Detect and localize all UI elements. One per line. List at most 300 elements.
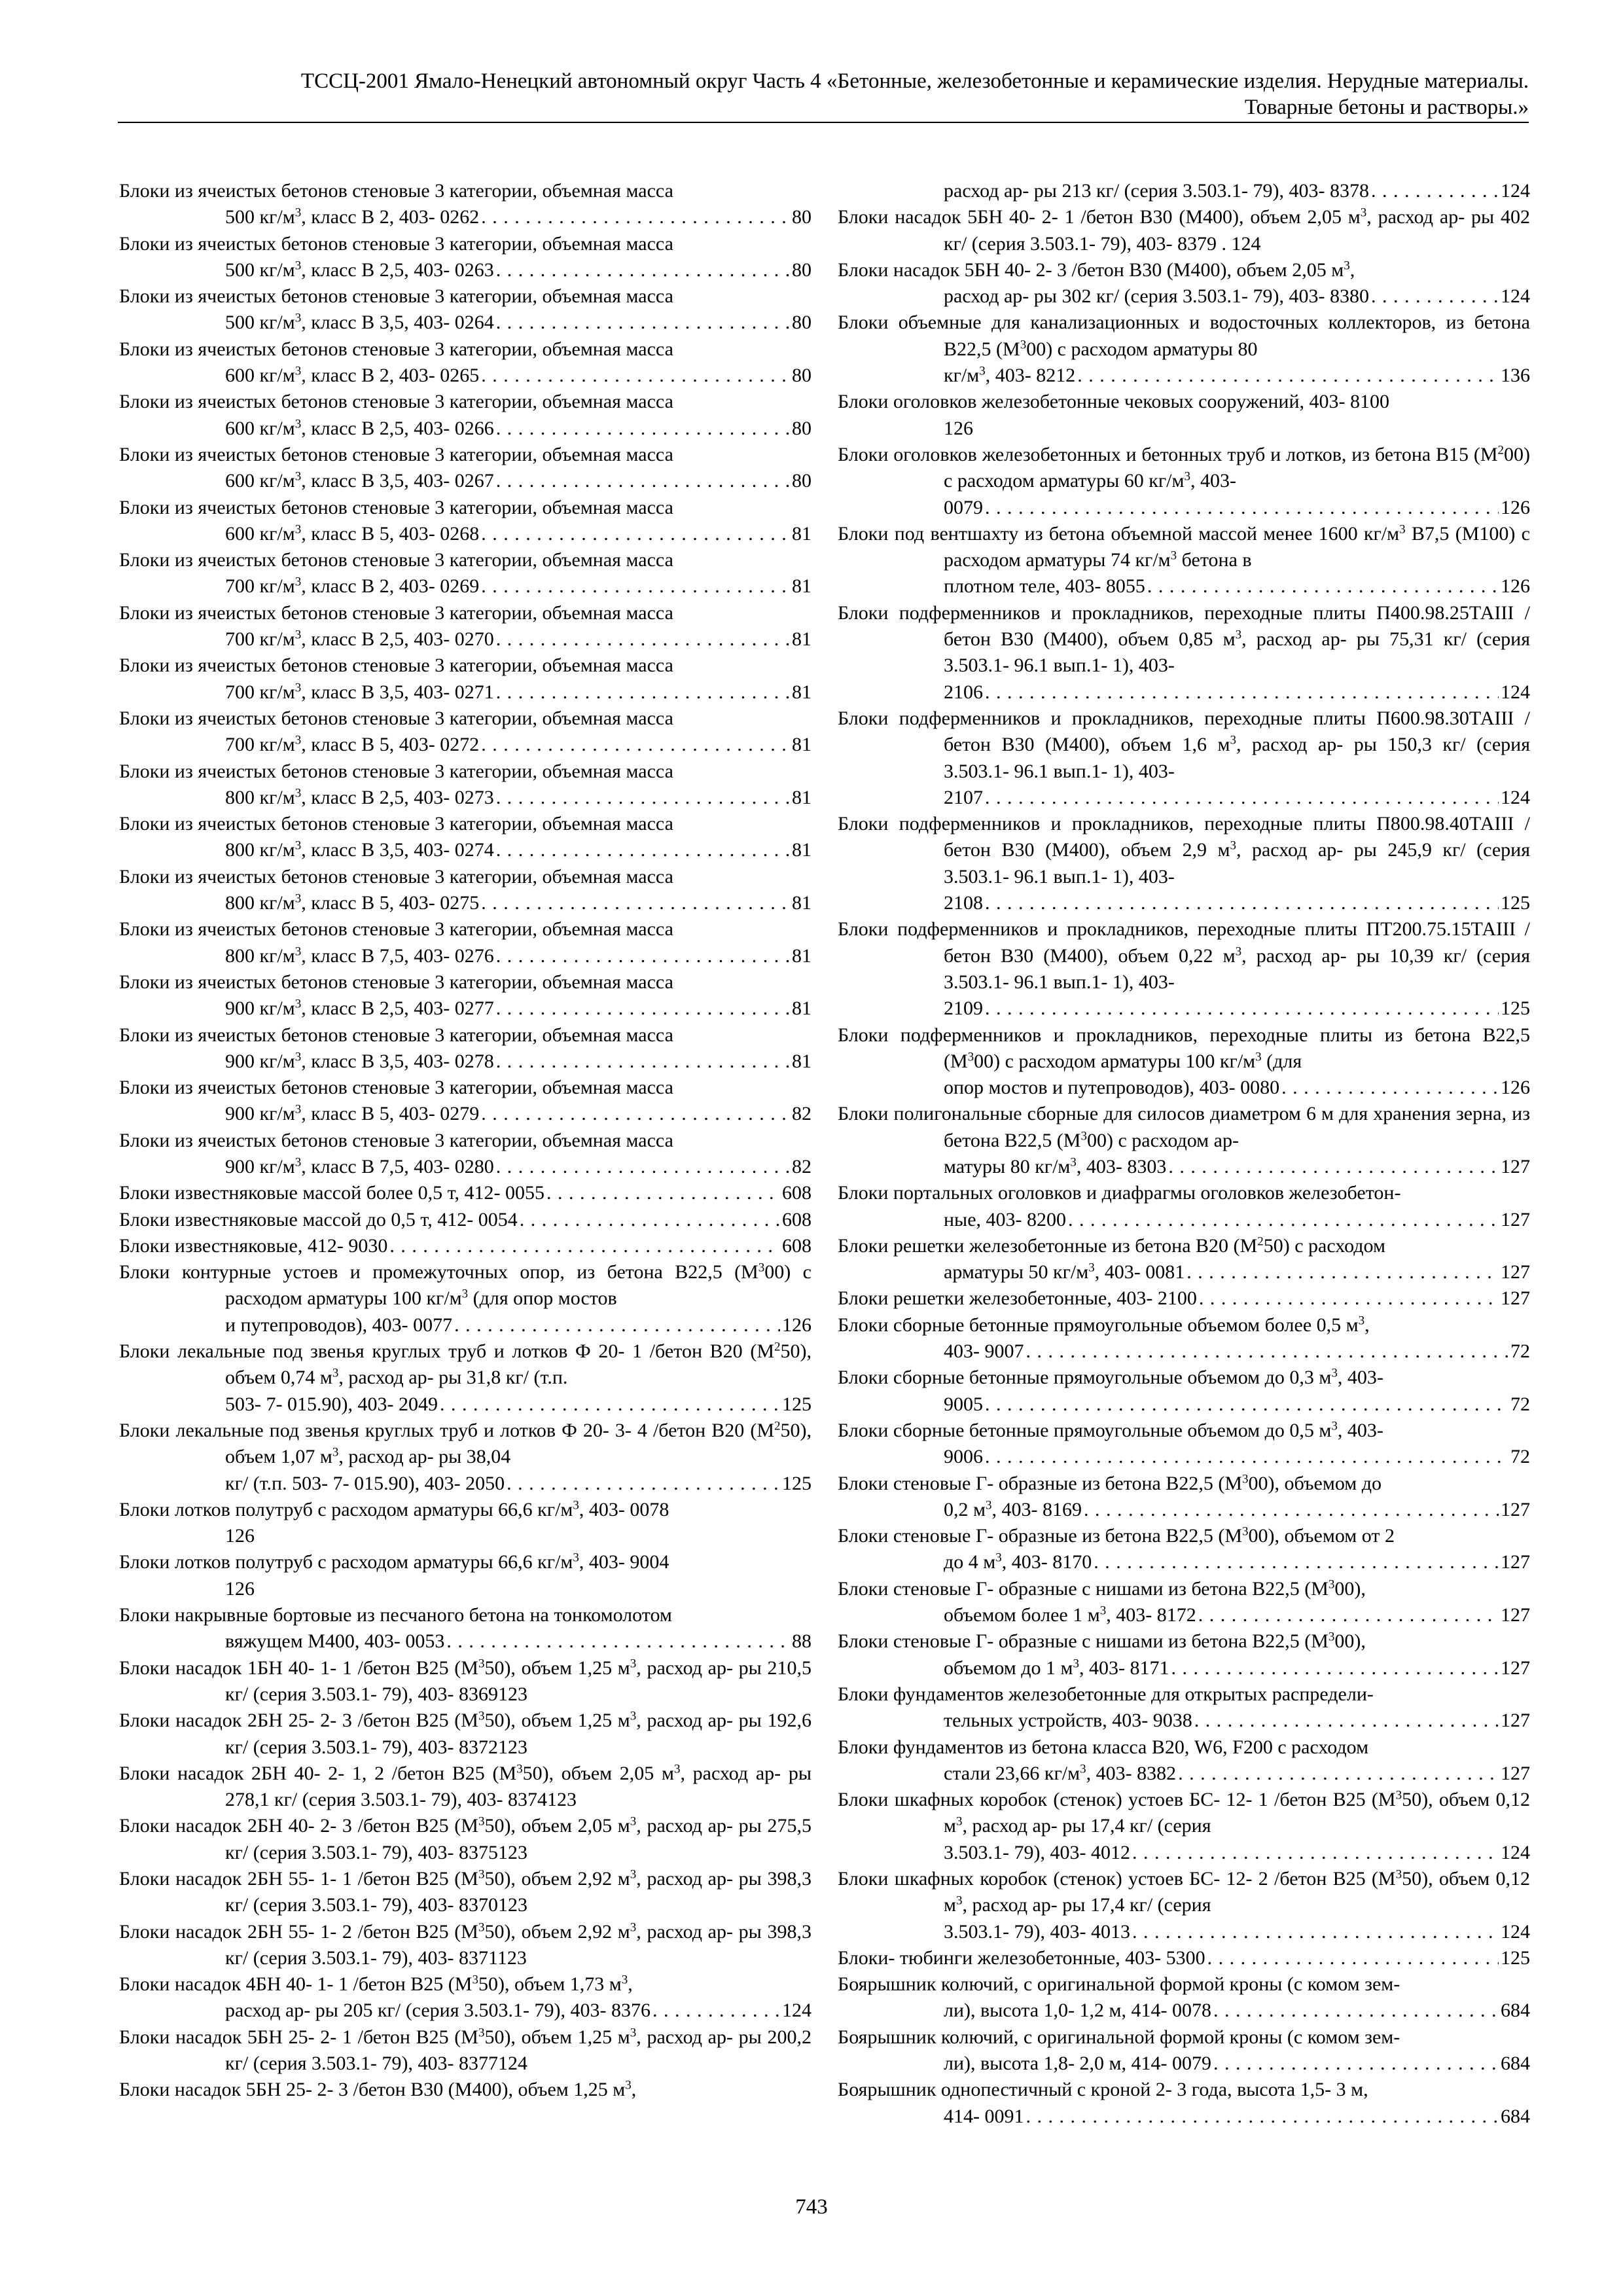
index-entry [119,811,812,864]
index-entry-page: 81 [792,628,812,651]
index-entry-page: 127 [1501,1208,1530,1230]
dot-leader [1077,363,1499,389]
dot-leader [496,1154,790,1180]
index-entry-text: Блоки подферменников и прокладников, переходные плиты П400.98.25ТАIII /бетон В30 (М400), объем 0,85 $м^3$, расход ар- ры 75,31 кг/ (серия 3.503.1- 96.1 вып.1- 1), 403- [838,601,1530,677]
dot-leader [985,785,1499,811]
index-entry-text: Блоки фундаментов из бетона класса В20, W6, F200 с расходом [838,1736,1369,1758]
index-entry-page: 126 [944,417,973,439]
page-number: 743 [795,2195,828,2219]
index-entry-page: 127 [1501,1287,1530,1310]
dot-leader [1281,1075,1499,1101]
index-entry-continuation: 700 $кг/м^3$, класс В 2,5, 403- 0270 [225,628,494,651]
index-entry-continuation: 900 $кг/м^3$, класс В 3,5, 403- 0278 [225,1050,494,1072]
index-entry-continuation: 0079 [944,496,983,518]
index-entry [119,653,812,706]
index-entry [119,1180,812,1206]
index-entry-text: Блоки сборные бетонные прямоугольные объемом до 0,3 $м^3$, 403- [838,1366,1383,1389]
index-entry-text: Блоки лотков полутруб с расходом арматуры 66,6 $кг/м^3$, 403- 0078 [119,1498,669,1520]
index-entry-text: Блоки из ячеистых бетонов стеновые 3 категории, объемная масса [119,865,673,888]
index-entry-last-line [119,996,812,1022]
dot-leader [454,1312,780,1338]
index-entry-text: Блоки из ячеистых бетонов стеновые 3 категории, объемная масса [119,443,673,465]
index-entry-last-line [838,1655,1530,1681]
index-entry-continuation: арматуры 50 $кг/м^3$, 403- 0081 [944,1261,1185,1283]
dot-leader [1026,1338,1509,1365]
index-entry [838,1576,1530,1629]
index-entry-text: Боярышник колючий, с оригинальной формой кроны (с комом зем- [838,1973,1400,1996]
index-entry-page: 81 [792,997,812,1020]
index-entry-page: 127 [1501,1604,1530,1626]
index-entry-page: 80 [792,259,812,281]
dot-leader [985,495,1499,521]
index-entry-text: Блоки из ячеистых бетонов стеновые 3 категории, объемная масса [119,496,673,518]
index-entry [119,1866,812,1919]
index-entry-page: 82 [792,1155,812,1177]
index-entry-text: Блоки из ячеистых бетонов стеновые 3 категории, объемная масса [119,813,673,835]
dot-leader [446,1628,790,1655]
index-entry [119,1602,812,1655]
index-entry-text: Блоки шкафных коробок (стенок) устоев БС- 12- 2 /бетон В25 $(М^350)$, объем 0,12 $м^3$, расход ар- ры 17,4 кг/ (серия [838,1867,1530,1916]
index-entry-text: Блоки насадок 5БН 40- 2- 3 /бетон В30 (М400), объем 2,05 $м^3$, [838,259,1355,281]
index-entry-last-line [838,1919,1530,1945]
index-entry [119,759,812,812]
page-header [118,68,1529,120]
index-entry [838,1866,1530,1945]
index-column-left [119,178,812,2104]
index-entry-page: 126 [1501,496,1530,518]
index-entry-text: Блоки насадок 4БН 40- 1- 1 /бетон В25 $(М^350)$, объем 1,73 $м^3$, [119,1973,633,1996]
index-entry-text: Блоки насадок 2БН 55- 1- 2 /бетон В25 $(М^350)$, объем 2,92 $м^3$, расход ар- ры 398,3 кг/ (серия 3.503.1- 79), 403- 8371123 [119,1920,812,1969]
index-entry-last-line [119,1233,812,1259]
dot-leader [652,1998,780,2024]
index-entry-page: 72 [1510,1393,1530,1415]
index-entry [119,283,812,336]
index-entry-last-line [119,1049,812,1075]
index-entry [119,1761,812,1814]
dot-leader [546,1180,780,1206]
index-entry-continuation: кг/ (т.п. 503- 7- 015.90), 403- 2050 [225,1472,505,1494]
index-entry-text: Боярышник колючий, с оригинальной формой кроны (с комом зем- [838,2026,1400,2048]
index-entry [838,1312,1530,1365]
index-entry-last-line [838,1444,1530,1470]
index-entry [838,1180,1530,1233]
index-entry-text: Блоки насадок 2БН 55- 1- 1 /бетон В25 $(М^350)$, объем 2,92 $м^3$, расход ар- ры 398,3 кг/ (серия 3.503.1- 79), 403- 8370123 [119,1867,812,1916]
index-entry-last-line [119,626,812,653]
index-entry-continuation: ли), высота 1,0- 1,2 м, 414- 0078 [944,2000,1212,2022]
index-entry-continuation: 2109 [944,997,983,1020]
index-entry-last-line [838,1497,1530,1523]
index-entry-page: 136 [1501,365,1530,387]
index-entry-text: Блоки фундаментов железобетонные для открытых распредели- [838,1683,1374,1705]
index-entry-text: Блоки портальных оголовков и диафрагмы оголовков железобетон- [838,1182,1401,1204]
index-entry-continuation: 600 $кг/м^3$, класс В 2,5, 403- 0266 [225,417,494,439]
index-entry-continuation: Блоки известняковые массой более 0,5 т, 412- 0055 [119,1182,544,1204]
index-entry-last-line [119,1101,812,1127]
dot-leader [1094,1549,1499,1575]
index-entry-text: Блоки накрывные бортовые из песчаного бетона на тонкомолотом [119,1604,672,1626]
dot-leader [440,1391,780,1418]
dot-leader [481,573,790,600]
index-entry [838,1233,1530,1286]
index-entry-text: Блоки из ячеистых бетонов стеновые 3 категории, объемная масса [119,338,673,360]
index-entry-text: Блоки насадок 5БН 25- 2- 1 /бетон В25 $(М^350)$, объем 1,25 $м^3$, расход ар- ры 200,2 кг/ (серия 3.503.1- 79), 403- 8377124 [119,2026,812,2075]
index-entry-last-line [838,1338,1530,1365]
index-entry [119,1418,812,1497]
dot-leader [985,890,1499,916]
dot-leader [1068,1207,1499,1233]
index-entry-page: 127 [1501,1657,1530,1679]
index-entry-last-line [838,2051,1530,2077]
index-entry-continuation: Блоки известняковые, 412- 9030 [119,1234,388,1257]
index-entry-page: 72 [1510,1446,1530,1468]
index-entry [119,1708,812,1761]
index-entry-text: Блоки сборные бетонные прямоугольные объемом до 0,5 $м^3$, 403- [838,1419,1383,1441]
index-entry-continuation: опор мостов и путепроводов), 403- 0080 [944,1077,1280,1099]
index-entry-last-line [838,1285,1530,1312]
index-entry-text: Блоки из ячеистых бетонов стеновые 3 категории, объемная масса [119,1077,673,1099]
index-entry [119,547,812,600]
header-divider [118,122,1529,123]
index-entry-page: 125 [1501,892,1530,914]
index-entry-text: Блоки из ячеистых бетонов стеновые 3 категории, объемная масса [119,707,673,729]
index-entry-last-line [119,1312,812,1338]
index-entry [119,1497,812,1550]
index-entry-text: Блоки контурные устоев и промежуточных опор, из бетона В22,5 $(М^300)$ с расходом арматуры 100 $кг/м^3$ (для опор мостов [119,1261,812,1310]
dot-leader [1371,283,1499,310]
index-entry-continuation: ли), высота 1,8- 2,0 м, 414- 0079 [944,2053,1212,2075]
index-entry-page: 124 [1501,681,1530,703]
index-entry-last-line [838,890,1530,916]
index-entry-last-line [119,1207,812,1233]
index-entry-continuation: Блоки- тюбинги железобетонные, 403- 5300 [838,1946,1205,1969]
index-entry-page: 81 [792,839,812,861]
dot-leader [1132,1919,1499,1945]
index-entry-text: Блоки стеновые Г- образные из бетона В22,5 $(М^300)$, объемом до [838,1472,1382,1494]
index-entry-continuation: и путепроводов), 403- 0077 [225,1314,453,1336]
index-entry-text: Блоки насадок 2БН 25- 2- 3 /бетон В25 $(М^350)$, объем 1,25 $м^3$, расход ар- ры 192,6 кг/ (серия 3.503.1- 79), 403- 8372123 [119,1709,812,1758]
index-entry [838,2024,1530,2077]
index-entry-page: 81 [792,734,812,756]
index-entry-continuation: 900 $кг/м^3$, класс В 2,5, 403- 0277 [225,997,494,1020]
index-entry [119,336,812,389]
index-entry [838,1945,1530,1971]
dot-leader [985,1444,1508,1470]
index-entry-page: 127 [1501,1551,1530,1573]
index-entry-text: Блоки из ячеистых бетонов стеновые 3 категории, объемная масса [119,1024,673,1046]
index-entry-last-line [119,416,812,442]
index-entry-text: Блоки из ячеистых бетонов стеновые 3 категории, объемная масса [119,285,673,308]
index-entry-page: 125 [782,1472,812,1494]
index-entry-page: 124 [1501,1920,1530,1943]
index-entry-continuation: расход ар- ры 213 кг/ (серия 3.503.1- 79), 403- 8378 [944,180,1369,202]
index-entry [838,1101,1530,1180]
index-entry [838,1971,1530,2024]
dot-leader [520,1207,780,1233]
dot-leader [1198,1602,1499,1628]
index-entry-last-line [838,1259,1530,1285]
index-entry-last-line [838,1075,1530,1101]
index-entry-page: 608 [782,1208,812,1230]
index-entry-page: 126 [1501,1077,1530,1099]
dot-leader [1026,2104,1499,2130]
dot-leader [496,996,790,1022]
dot-leader [496,468,790,494]
index-entry [119,178,812,231]
index-entry-continuation: матуры 80 $кг/м^3$, 403- 8303 [944,1155,1167,1177]
dot-leader [1213,1998,1499,2024]
dot-leader [496,257,790,283]
dot-leader [481,890,790,916]
index-entry [838,310,1530,389]
index-entry-last-line [838,1761,1530,1787]
index-entry [119,389,812,442]
index-entry [119,1813,812,1866]
index-entry-text: Блоки лекальные под звенья круглых труб и лотков Ф 20- 3- 4 /бетон В20 $(М^250)$, объем 1,07 $м^3$, расход ар- ры 38,04 [119,1419,812,1468]
index-entry [119,2077,812,2103]
index-entry-continuation: 600 $кг/м^3$, класс В 3,5, 403- 0267 [225,469,494,492]
index-column-right [838,178,1530,2130]
dot-leader [481,363,790,389]
dot-leader [496,1049,790,1075]
index-entry-page: 127 [1501,1261,1530,1283]
dot-leader [496,785,790,811]
index-entry [838,178,1530,204]
index-entry-continuation: 500 $кг/м^3$, класс В 3,5, 403- 0264 [225,312,494,334]
index-entry-continuation: 700 $кг/м^3$, класс В 5, 403- 0272 [225,733,480,756]
index-entry-last-line [119,679,812,706]
dot-leader [1194,1708,1499,1734]
index-entry-last-line [119,1154,812,1180]
index-entry-last-line [838,1840,1530,1866]
index-entry-last-line [838,283,1530,310]
index-entry-page: 80 [792,312,812,334]
index-entry-continuation: расход ар- ры 205 кг/ (серия 3.503.1- 79), 403- 8376 [225,2000,651,2022]
index-entry-page: 684 [1501,2053,1530,2075]
index-entry [838,1285,1530,1312]
index-entry-continuation: 3.503.1- 79), 403- 4012 [944,1841,1130,1863]
index-entry-text: Блоки стеновые Г- образные из бетона В22,5 $(М^300)$, объемом от 2 [838,1524,1395,1547]
index-entry [119,864,812,917]
index-entry-page: 608 [782,1182,812,1204]
index-entry-continuation: 800 $кг/м^3$, класс В 5, 403- 0275 [225,891,480,914]
index-entry-text: Блоки из ячеистых бетонов стеновые 3 категории, объемная масса [119,760,673,782]
index-entry-last-line [119,1998,812,2024]
index-entry-page: 80 [792,206,812,228]
index-entry-last-line [838,679,1530,706]
index-entry-continuation: 500 $кг/м^3$, класс В 2, 403- 0262 [225,206,480,228]
dot-leader [985,996,1499,1022]
index-entry-text: Блоки из ячеистых бетонов стеновые 3 категории, объемная масса [119,601,673,624]
header-line-2: Товарные бетоны и растворы.» [1244,96,1529,119]
index-entry [119,1207,812,1233]
index-entry-continuation: 2108 [944,892,983,914]
index-entry-page: 81 [792,786,812,808]
index-entry-text: Блоки подферменников и прокладников, переходные плиты П600.98.30ТАIII /бетон В30 (М400), объем 1,6 $м^3$, расход ар- ры 150,3 кг/ (серия 3.503.1- 96.1 вып.1- 1), 403- [838,707,1530,782]
index-entry [119,1549,812,1602]
dot-leader [481,204,790,230]
index-entry-text: Блоки насадок 1БН 40- 1- 1 /бетон В25 $(М^350)$, объем 1,25 $м^3$, расход ар- ры 210,5 кг/ (серия 3.503.1- 79), 403- 8369123 [119,1657,812,1705]
index-entry-page: 684 [1501,2105,1530,2127]
index-entry-page: 126 [225,1577,255,1600]
index-entry [119,706,812,759]
index-entry-page: 81 [792,681,812,703]
index-entry [838,1523,1530,1576]
index-entry-last-line [119,837,812,863]
index-entry-text: Блоки из ячеистых бетонов стеновые 3 категории, объемная масса [119,549,673,571]
index-entry-last-line [838,2104,1530,2130]
index-entry-last-line [838,495,1530,521]
index-entry [119,1338,812,1418]
index-entry-last-line [119,573,812,600]
index-entry-text: Блоки из ячеистых бетонов стеновые 3 категории, объемная масса [119,180,673,202]
index-entry [838,1365,1530,1418]
index-entry-continuation: 0,2 $м^3$, 403- 8169 [944,1498,1082,1520]
index-entry-text: Боярышник однопестичный с кроной 2- 3 года, высота 1,5- 3 м, [838,2079,1368,2101]
index-entry [838,1681,1530,1734]
index-entry-page: 127 [1501,1155,1530,1177]
index-entry-page: 124 [1501,786,1530,808]
index-entry [838,916,1530,1022]
index-entry-continuation: 500 $кг/м^3$, класс В 2,5, 403- 0263 [225,259,494,281]
index-entry-text: Блоки лотков полутруб с расходом арматуры 66,6 $кг/м^3$, 403- 9004 [119,1551,669,1573]
index-entry-text: Блоки полигональные сборные для силосов диаметром 6 м для хранения зерна, из бетона В22,5 $(М^300)$ с расходом ар- [838,1103,1530,1151]
index-entry-continuation: 600 $кг/м^3$, класс В 5, 403- 0268 [225,522,480,545]
index-entry-last-line [119,1628,812,1655]
dot-leader [507,1471,780,1497]
index-entry-continuation: 800 $кг/м^3$, класс В 7,5, 403- 0276 [225,944,494,967]
index-entry-text: Блоки оголовков железобетонных и бетонных труб и лотков, из бетона В15 $(М^200)$ с расходом арматуры 60 $кг/м^3$, 403- [838,443,1530,492]
dot-leader [1213,2051,1499,2077]
index-entry-last-line [838,178,1530,204]
index-entry-last-line [119,1391,812,1418]
index-entry [119,1971,812,2024]
index-entry-continuation: ные, 403- 8200 [944,1208,1067,1230]
index-entry [838,600,1530,706]
index-entry-last-line [838,1154,1530,1180]
index-entry-text: Блоки насадок 5БН 25- 2- 3 /бетон В30 (М400), объем 1,25 $м^3$, [119,2078,637,2101]
index-entry-continuation: 2107 [944,786,983,808]
index-entry-page: 125 [1501,997,1530,1020]
dot-leader [1171,1655,1499,1681]
index-entry-text: Блоки стеновые Г- образные с нишами из бетона В22,5 $(М^300)$, [838,1630,1366,1653]
index-entry-text: Блоки насадок 2БН 40- 2- 3 /бетон В25 $(М^350)$, объем 2,05 $м^3$, расход ар- ры 275,5 кг/ (серия 3.503.1- 79), 403- 8375123 [119,1814,812,1863]
index-entry-last-line [838,996,1530,1022]
dot-leader [1084,1497,1499,1523]
index-entry-last-line [119,785,812,811]
index-entry [119,1919,812,1972]
index-entry-continuation: 800 $кг/м^3$, класс В 3,5, 403- 0274 [225,838,494,861]
index-entry-last-line [119,257,812,283]
index-entry-text: Блоки насадок 5БН 40- 2- 1 /бетон В30 (М400), объем 2,05 $м^3$, расход ар- ры 402 кг/ (серия 3.503.1- 79), 403- 8379 . 124 [838,206,1530,255]
index-entry-continuation: 700 $кг/м^3$, класс В 3,5, 403- 0271 [225,681,494,703]
index-entry-continuation: объемом до 1 $м^3$, 403- 8171 [944,1657,1169,1679]
index-entry-text: Блоки подферменников и прокладников, переходные плиты П800.98.40ТАIII /бетон В30 (М400), объем 2,9 $м^3$, расход ар- ры 245,9 кг/ (серия 3.503.1- 96.1 вып.1- 1), 403- [838,813,1530,888]
index-entry-continuation: 900 $кг/м^3$, класс В 7,5, 403- 0280 [225,1155,494,1177]
dot-leader [1132,1840,1499,1866]
index-entry-text: Блоки решетки железобетонные из бетона В20 $(М^250)$ с расходом [838,1234,1385,1257]
index-entry-continuation: Блоки решетки железобетонные, 403- 2100 [838,1287,1197,1310]
index-entry [838,442,1530,521]
dot-leader [481,1101,790,1127]
index-entry [119,1655,812,1708]
index-entry-page: 127 [1501,1710,1530,1732]
index-entry-text: Блоки оголовков железобетонные чековых сооружений, 403- 8100 [838,391,1390,413]
index-entry-last-line [119,732,812,758]
index-entry-continuation: 800 $кг/м^3$, класс В 2,5, 403- 0273 [225,786,494,808]
index-entry-page: 81 [792,892,812,914]
index-entry-continuation: 503- 7- 015.90), 403- 2049 [225,1393,438,1415]
index-entry-continuation: плотном теле, 403- 8055 [944,575,1145,598]
index-entry-page: 127 [1501,1762,1530,1784]
index-entry-continuation: стали 23,66 $кг/м^3$, 403- 8382 [944,1762,1177,1784]
index-entry-page: 81 [792,1050,812,1072]
dot-leader [1147,573,1499,600]
dot-leader [985,1391,1508,1418]
index-entry [838,389,1530,442]
dot-leader [496,626,790,653]
index-entry-last-line [838,1602,1530,1628]
index-entry [119,1022,812,1075]
index-entry-text: Блоки подферменников и прокладников, переходные плиты ПТ200.75.15ТАIII /бетон В30 (М400), объем 0,22 $м^3$, расход ар- ры 10,39 кг/ (серия 3.503.1- 96.1 вып.1- 1), 403- [838,918,1530,993]
index-entry-text: Блоки из ячеистых бетонов стеновые 3 категории, объемная масса [119,655,673,677]
index-entry-continuation: 403- 9007 [944,1340,1024,1363]
index-entry-last-line [838,573,1530,600]
index-entry-continuation: 414- 0091 [944,2105,1024,2127]
index-entry-continuation: тельных устройств, 403- 9038 [944,1710,1192,1732]
index-entry-last-line [838,1945,1530,1971]
index-entry-last-line [119,363,812,389]
index-entry-text: Блоки под вентшахту из бетона объемной массой менее 1600 $кг/м^3$ В7,5 (М100) с расходом арматуры 74 $кг/м^3$ бетона в [838,522,1530,571]
index-entry [838,1734,1530,1787]
index-entry-page: 81 [792,944,812,967]
index-entry-continuation: 900 $кг/м^3$, класс В 5, 403- 0279 [225,1102,480,1125]
index-entry-text: Блоки объемные для канализационных и водосточных коллекторов, из бетона В22,5 $(М^300)$ с расходом арматуры 80 [838,312,1530,360]
dot-leader [496,943,790,969]
index-entry-last-line [838,1549,1530,1575]
index-entry-page: 81 [792,522,812,545]
index-entry-continuation: $кг/м^3$, 403- 8212 [944,364,1076,387]
index-entry-last-line [119,943,812,969]
index-entry-page: 125 [1501,1946,1530,1969]
index-entry-page: 80 [792,470,812,492]
index-entry-page: 124 [1501,285,1530,308]
dot-leader [496,837,790,863]
dot-leader [985,679,1499,706]
index-entry-last-line [119,890,812,916]
index-entry [119,1128,812,1181]
index-entry-text: Блоки сборные бетонные прямоугольные объемом более 0,5 $м^3$, [838,1314,1370,1336]
index-entry [119,916,812,969]
index-entry-page: 88 [792,1630,812,1653]
index-entry [838,1418,1530,1471]
index-entry-text: Блоки из ячеистых бетонов стеновые 3 категории, объемная масса [119,232,673,255]
index-entry-continuation: 9006 [944,1446,983,1468]
index-entry-page: 124 [1501,180,1530,202]
index-entry-last-line [838,1391,1530,1418]
index-entry-text: Блоки из ячеистых бетонов стеновые 3 категории, объемная масса [119,391,673,413]
index-entry-continuation: Блоки известняковые массой до 0,5 т, 412- 0054 [119,1208,518,1230]
index-entry-text: Блоки лекальные под звенья круглых труб и лотков Ф 20- 1 /бетон В20 $(М^250)$, объем 0,74 $м^3$, расход ар- ры 31,8 кг/ (т.п. [119,1340,812,1389]
index-entry-page: 124 [1501,1841,1530,1863]
index-entry-last-line [119,310,812,336]
index-entry-text: Блоки из ячеистых бетонов стеновые 3 категории, объемная масса [119,1129,673,1151]
index-entry-last-line [119,204,812,230]
dot-leader [1178,1761,1499,1787]
index-entry-page: 126 [782,1314,812,1336]
dot-leader [389,1233,780,1259]
index-entry-last-line [119,521,812,547]
index-entry [838,1471,1530,1524]
